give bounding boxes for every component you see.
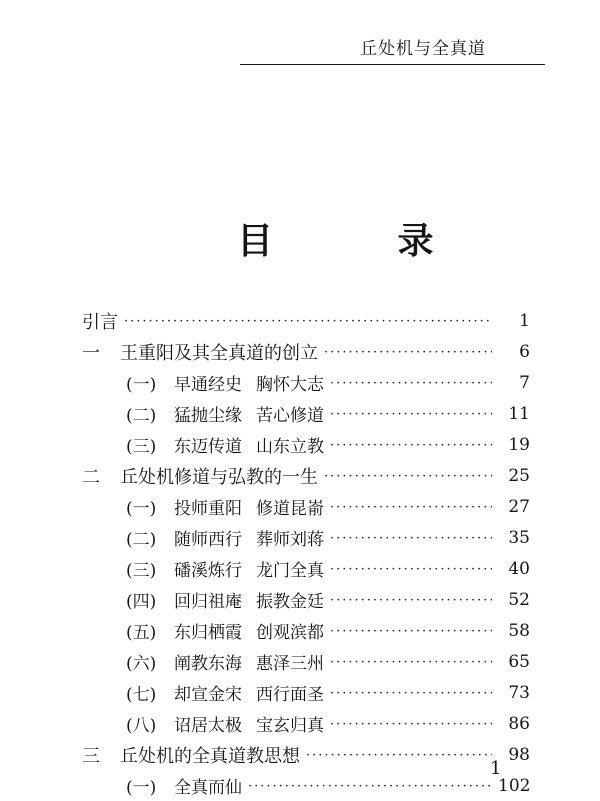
toc-page: 27	[508, 496, 530, 517]
toc-chapter-3[interactable]	[82, 739, 530, 770]
toc-section[interactable]	[82, 553, 530, 584]
toc-number: 二	[82, 466, 100, 488]
toc-page: 35	[508, 527, 530, 548]
leader-dots	[330, 374, 492, 391]
toc-subtitle: 振教金廷	[256, 592, 324, 612]
toc-section[interactable]	[82, 522, 530, 553]
toc-number: (六)	[126, 654, 157, 674]
leader-dots	[124, 312, 492, 329]
toc-section[interactable]	[82, 398, 530, 429]
leader-dots	[330, 684, 492, 701]
toc-chapter-2[interactable]	[82, 460, 530, 491]
toc-title: 全真而仙	[174, 778, 242, 798]
toc-subtitle: 胸怀大志	[256, 375, 324, 395]
toc-title: 阐教东海	[174, 654, 242, 674]
toc-number: (二)	[126, 406, 157, 426]
toc-page: 7	[519, 372, 530, 393]
toc-title: 东归栖霞	[174, 623, 242, 643]
toc-page: 86	[508, 713, 530, 734]
toc-entry-preface[interactable]	[82, 305, 530, 336]
toc-number: (四)	[126, 592, 157, 612]
toc-title: 引言	[82, 311, 118, 333]
toc-number: (三)	[126, 561, 157, 581]
toc-page: 25	[508, 465, 530, 486]
toc-page: 40	[508, 558, 530, 579]
toc-number: (一)	[126, 375, 157, 395]
toc-title: 丘处机修道与弘教的一生	[120, 466, 318, 488]
toc-page: 11	[508, 403, 530, 424]
leader-dots	[330, 715, 492, 732]
toc-number: 三	[82, 745, 100, 767]
toc-page: 58	[508, 620, 530, 641]
leader-dots	[330, 498, 492, 515]
toc-title: 早通经史	[174, 375, 242, 395]
toc-subtitle: 龙门全真	[256, 561, 324, 581]
toc-section[interactable]	[82, 708, 530, 739]
page-title: 目 录	[237, 221, 490, 262]
toc-number: (一)	[126, 499, 157, 519]
toc-page: 102	[498, 775, 531, 796]
toc-subtitle: 惠泽三州	[256, 654, 324, 674]
running-header: 丘处机与全真道	[360, 39, 486, 59]
toc-title: 却宣金宋	[174, 685, 242, 705]
leader-dots	[330, 653, 492, 670]
toc-title: 王重阳及其全真道的创立	[120, 342, 318, 364]
toc-section[interactable]	[82, 770, 530, 801]
leader-dots	[324, 343, 492, 360]
toc-number: 一	[82, 342, 100, 364]
toc-title: 回归祖庵	[174, 592, 242, 612]
toc-page: 73	[508, 682, 530, 703]
leader-dots	[330, 405, 492, 422]
leader-dots	[330, 591, 492, 608]
toc-subtitle: 西行面圣	[256, 685, 324, 705]
toc-section[interactable]	[82, 615, 530, 646]
leader-dots	[324, 467, 492, 484]
leader-dots	[330, 436, 492, 453]
toc-page: 1	[519, 310, 530, 331]
toc-title: 猛抛尘缘	[174, 406, 242, 426]
toc-page: 52	[508, 589, 530, 610]
toc-subtitle: 创观滨都	[256, 623, 324, 643]
toc-number: (七)	[126, 685, 157, 705]
leader-dots	[330, 622, 492, 639]
toc-section[interactable]	[82, 677, 530, 708]
toc-number: (二)	[126, 530, 157, 550]
leader-dots	[248, 777, 492, 794]
toc-subtitle: 葬师刘蒋	[256, 530, 324, 550]
toc-page: 6	[519, 341, 530, 362]
toc-section[interactable]	[82, 646, 530, 677]
toc-title: 丘处机的全真道教思想	[120, 745, 300, 767]
toc-subtitle: 山东立教	[256, 437, 324, 457]
header-rule	[240, 64, 545, 65]
toc-number: (一)	[126, 778, 157, 798]
page-number: 1	[490, 758, 502, 779]
toc-section[interactable]	[82, 584, 530, 615]
toc-page: 19	[508, 434, 530, 455]
leader-dots	[330, 529, 492, 546]
toc-title: 诏居太极	[174, 716, 242, 736]
toc-chapter-1[interactable]	[82, 336, 530, 367]
toc-subtitle: 苦心修道	[256, 406, 324, 426]
toc-subtitle: 修道昆嵛	[256, 499, 324, 519]
leader-dots	[306, 746, 492, 763]
toc-section[interactable]	[82, 491, 530, 522]
table-of-contents	[82, 305, 530, 801]
toc-title: 投师重阳	[174, 499, 242, 519]
toc-number: (三)	[126, 437, 157, 457]
toc-section[interactable]	[82, 367, 530, 398]
toc-number: (八)	[126, 716, 157, 736]
toc-page: 98	[508, 744, 530, 765]
toc-title: 磻溪炼行	[174, 561, 242, 581]
toc-subtitle: 宝玄归真	[256, 716, 324, 736]
toc-page: 65	[508, 651, 530, 672]
toc-number: (五)	[126, 623, 157, 643]
leader-dots	[330, 560, 492, 577]
toc-title: 随师西行	[174, 530, 242, 550]
toc-section[interactable]	[82, 429, 530, 460]
toc-title: 东迈传道	[174, 437, 242, 457]
